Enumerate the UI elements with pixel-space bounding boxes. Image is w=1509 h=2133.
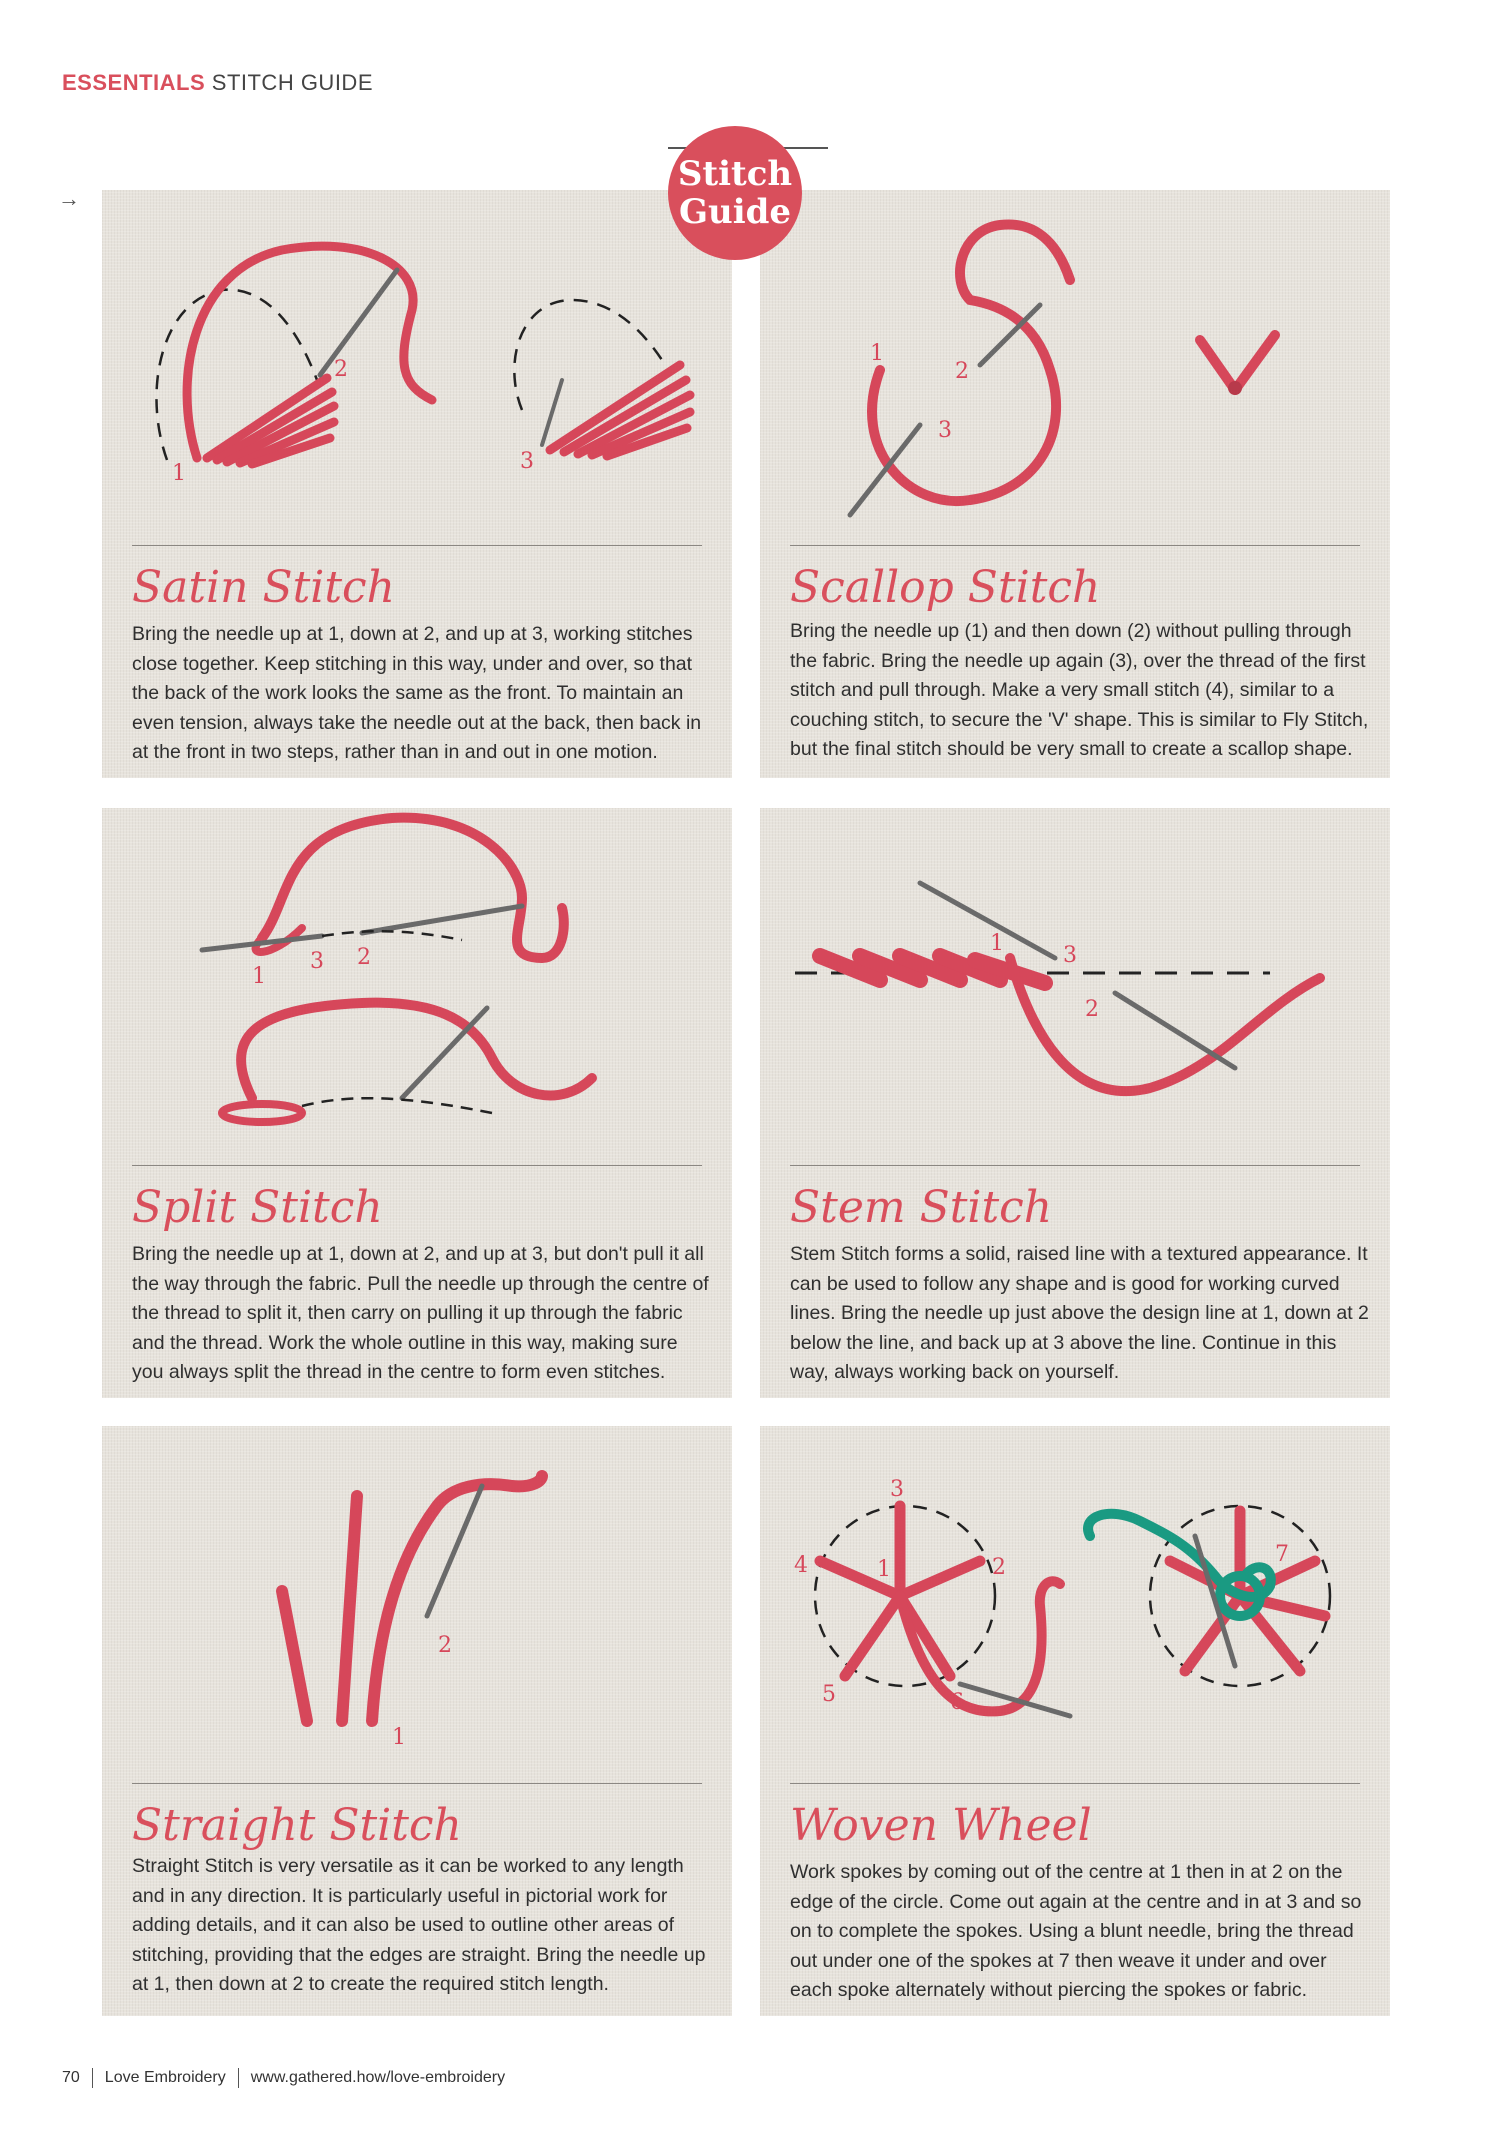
panel-title: Stem Stitch — [790, 1182, 1053, 1233]
header-section: STITCH GUIDE — [211, 70, 373, 95]
divider — [132, 1783, 702, 1784]
split-stitch-illustration — [102, 808, 732, 1158]
label-2: 2 — [1085, 997, 1099, 1022]
divider — [790, 545, 1360, 546]
label-3: 3 — [890, 1477, 904, 1502]
label-2: 2 — [955, 359, 969, 384]
woven-wheel-illustration — [760, 1426, 1390, 1776]
header-brand: ESSENTIALS — [62, 70, 206, 95]
label-2: 2 — [438, 1633, 452, 1658]
satin-stitch-illustration — [102, 190, 732, 540]
label-3: 3 — [1063, 943, 1077, 968]
stitch-guide-badge — [668, 126, 802, 260]
straight-stitch-illustration — [102, 1426, 732, 1776]
panel-body: Straight Stitch is very versatile as it can be worked to any length and in any direction. It is particularly useful in pictorial work for adding details, and it can also be used to outline other areas of stitching, providing that the edges are straight. Bring the needle up at 1, then down at 2 to create the required stitch length. — [132, 1855, 706, 1995]
label-3: 3 — [938, 418, 952, 443]
panel-split-stitch — [102, 808, 732, 1398]
badge-line-2: Guide — [678, 192, 792, 232]
panel-title: Split Stitch — [132, 1182, 383, 1233]
magazine-name: Love Embroidery — [104, 2069, 226, 2087]
panel-body: Stem Stitch forms a solid, raised line with a textured appearance. It can be used to follow any shape and is good for working curved lines. Bring the needle up just above the design line at 1, down at 2 below the line, and back up at 3 above the line. Continue in this way, always working back on yourself. — [790, 1243, 1369, 1383]
label-1: 1 — [877, 1557, 891, 1582]
panel-body: Bring the needle up (1) and then down (2) without pulling through the fabric. Bring the needle up again (3), over the thread of the first stitch and pull through. Make a very small stitch (4), similar to a couching stitch, to secure the 'V' shape. This is similar to Fly Stitch, but the final stitch should be very small to create a scallop shape. — [790, 620, 1369, 760]
arrow-right-icon: → — [58, 186, 80, 211]
panel-body: Bring the needle up at 1, down at 2, and up at 3, but don't pull it all the way through the fabric. Pull the needle up through the centre of the thread to split it, then carry on pulling it up through the fabric and the thread. Work the whole outline in this way, making sure you always split the thread in the centre to form even stitches. — [132, 1243, 709, 1383]
page-number: 70 — [62, 2069, 80, 2087]
badge-line-1: Stitch — [677, 154, 793, 194]
page-footer — [62, 2068, 505, 2088]
label-6: 6 — [950, 1690, 964, 1715]
panel-stem-stitch — [760, 808, 1390, 1398]
label-1: 1 — [870, 341, 884, 366]
label-2: 2 — [334, 357, 348, 382]
stem-stitch-illustration — [760, 808, 1390, 1158]
label-2: 2 — [357, 945, 371, 970]
label-7: 7 — [1275, 1542, 1289, 1567]
panel-title: Satin Stitch — [132, 562, 396, 613]
label-3: 3 — [310, 949, 324, 974]
label-5: 5 — [822, 1682, 836, 1707]
divider — [790, 1783, 1360, 1784]
panel-body: Work spokes by coming out of the centre at 1 then in at 2 on the edge of the circle. Come out again at the centre and in at 3 and so on to complete the spokes. Using a blunt needle, bring the thread out under one of the spokes at 7 then weave it under and over each spoke alternately without piercing the spokes or fabric. — [790, 1861, 1362, 2001]
panel-straight-stitch — [102, 1426, 732, 2016]
divider — [132, 1165, 702, 1166]
panel-satin-stitch — [102, 190, 732, 778]
scallop-stitch-illustration — [760, 190, 1390, 540]
label-4: 4 — [794, 1553, 808, 1578]
website-link[interactable]: www.gathered.how/love-embroidery — [250, 2069, 506, 2087]
divider — [790, 1165, 1360, 1166]
panel-title: Straight Stitch — [132, 1800, 462, 1851]
label-2: 2 — [992, 1555, 1006, 1580]
page-header — [62, 70, 373, 96]
panel-body: Bring the needle up at 1, down at 2, and up at 3, working stitches close together. Keep stitching in this way, under and over, so that the back of the work looks the same as the front. To maintain an even tension, always take the needle out at the back, then back in at the front in two steps, rather than in and out in one motion. — [132, 623, 702, 763]
label-1: 1 — [392, 1725, 406, 1750]
label-1: 1 — [252, 964, 266, 989]
label-1: 1 — [172, 461, 186, 486]
label-1: 1 — [990, 931, 1004, 956]
panel-scallop-stitch — [760, 190, 1390, 778]
panel-title: Scallop Stitch — [790, 562, 1101, 613]
divider — [238, 2068, 239, 2088]
panel-title: Woven Wheel — [790, 1800, 1092, 1851]
label-3: 3 — [520, 449, 534, 474]
panel-woven-wheel — [760, 1426, 1390, 2016]
divider — [132, 545, 702, 546]
divider — [92, 2068, 93, 2088]
